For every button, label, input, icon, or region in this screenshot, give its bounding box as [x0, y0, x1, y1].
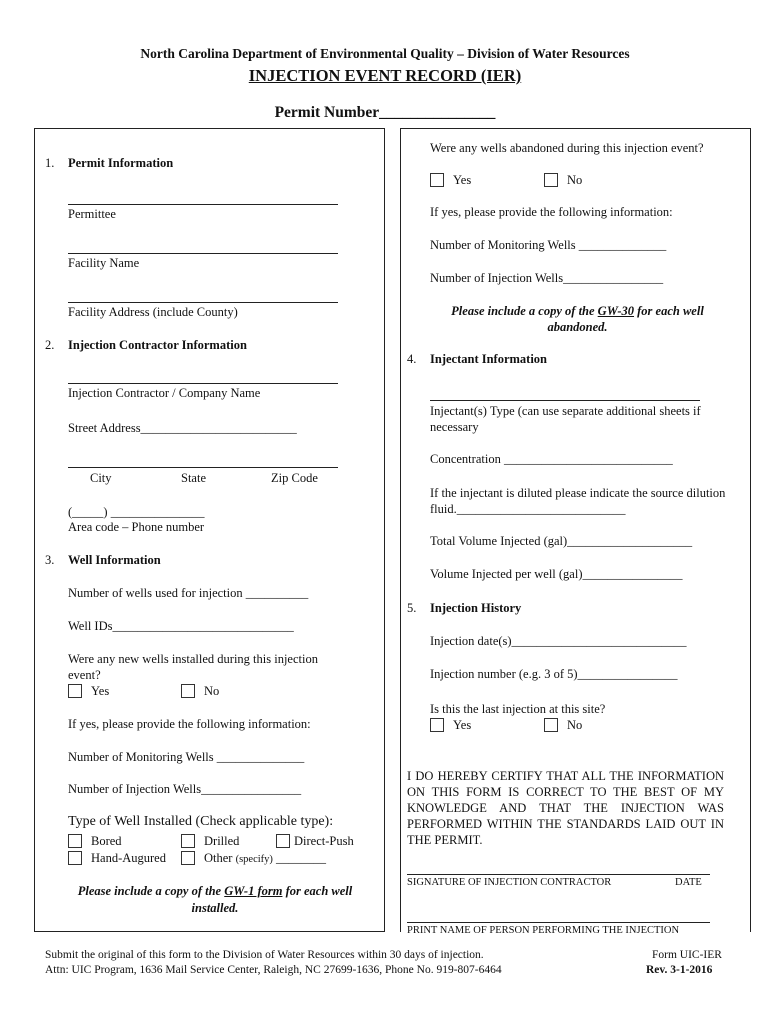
street-address-field[interactable]: Street Address_________________________: [68, 421, 297, 435]
concentration-field[interactable]: Concentration ___________________________: [430, 452, 673, 466]
last-injection-yes-checkbox[interactable]: [430, 718, 444, 732]
section-5-title: Injection History: [430, 601, 522, 615]
num-wells-field[interactable]: Number of wells used for injection __________: [68, 586, 309, 600]
new-wells-yes-checkbox[interactable]: [68, 684, 82, 698]
facility-address-label: Facility Address (include County): [68, 305, 238, 319]
new-wells-no-label: No: [204, 684, 220, 698]
gw30-note: [425, 303, 730, 335]
new-wells-no-checkbox[interactable]: [181, 684, 195, 698]
section-1-title: Permit Information: [68, 156, 174, 170]
print-name-line[interactable]: [407, 922, 710, 923]
specify-text: (specify): [235, 854, 273, 865]
injection-number-field[interactable]: Injection number (e.g. 3 of 5)________________: [430, 667, 678, 681]
gw30-note-pre: Please include a copy of the: [451, 304, 598, 318]
footer-submit-text: Submit the original of this form to the Division of Water Resources within 30 days of injection.: [45, 949, 484, 961]
gw1-note-pre: Please include a copy of the: [77, 884, 225, 898]
gw30-note-post: for each well abandoned.: [547, 304, 704, 334]
permittee-label: Permittee: [68, 207, 116, 221]
signature-line[interactable]: [407, 874, 710, 875]
last-injection-no-label: No: [567, 718, 583, 732]
bored-label: Bored: [91, 834, 122, 848]
certification-text: I DO HEREBY CERTIFY THAT ALL THE INFORMATION ON THIS FORM IS CORRECT TO THE BEST OF MY KNOWLEDGE AND THAT THE INJECTION WAS PERFORMED WITHIN THE STANDARDS LAID OUT IN THE PERMIT.: [407, 769, 724, 847]
abandoned-question: Were any wells abandoned during this injection event?: [430, 141, 704, 155]
facility-name-label: Facility Name: [68, 256, 140, 270]
form-title: INJECTION EVENT RECORD (IER): [248, 66, 522, 85]
other-specify-line[interactable]: ________: [276, 851, 327, 865]
city-state-zip-line[interactable]: [68, 467, 338, 468]
section-4-title: Injectant Information: [430, 352, 548, 366]
last-injection-question: Is this the last injection at this site?: [430, 702, 606, 716]
section-2-title: Injection Contractor Information: [68, 338, 247, 352]
drilled-label: Drilled: [204, 834, 240, 848]
gw1-note-post: for each well installed.: [191, 884, 353, 915]
hand-augured-label: Hand-Augured: [91, 851, 166, 865]
abandoned-yes-checkbox[interactable]: [430, 173, 444, 187]
injectant-type-label: Injectant(s) Type (can use separate additional sheets if necessary: [430, 404, 701, 434]
agency-heading: North Carolina Department of Environmental Quality – Division of Water Resources: [140, 46, 630, 61]
abandoned-monitoring-wells-field[interactable]: Number of Monitoring Wells ______________: [430, 238, 667, 252]
footer-form-id: Form UIC-IER: [652, 949, 722, 961]
bored-checkbox[interactable]: [68, 834, 82, 848]
other-label: [204, 851, 326, 866]
hand-augured-checkbox[interactable]: [68, 851, 82, 865]
new-wells-yes-label: Yes: [91, 684, 110, 698]
signature-label: SIGNATURE OF INJECTION CONTRACTOR: [407, 877, 612, 888]
zip-label: Zip Code: [271, 471, 318, 485]
dilution-field[interactable]: If the injectant is diluted please indicate the source dilution fluid.___________________________: [430, 486, 726, 516]
phone-field[interactable]: (_____) _______________: [68, 505, 205, 519]
abandoned-injection-wells-field[interactable]: Number of Injection Wells________________: [430, 271, 664, 285]
state-label: State: [181, 471, 206, 485]
new-wells-question: Were any new wells installed during this injection event?: [68, 652, 318, 682]
section-3-number: 3.: [45, 553, 55, 567]
company-label: Injection Contractor / Company Name: [68, 386, 261, 400]
direct-push-label: Direct-Push: [294, 834, 354, 848]
abandoned-no-checkbox[interactable]: [544, 173, 558, 187]
city-label: City: [90, 471, 112, 485]
section-4-number: 4.: [407, 352, 417, 366]
facility-name-line[interactable]: [68, 253, 338, 254]
well-ids-field[interactable]: Well IDs_____________________________: [68, 619, 294, 633]
footer-address-text: Attn: UIC Program, 1636 Mail Service Center, Raleigh, NC 27699-1636, Phone No. 919-807-6464: [45, 964, 502, 976]
abandoned-no-label: No: [567, 173, 583, 187]
injectant-type-line[interactable]: [430, 400, 700, 401]
gw1-form-link[interactable]: GW-1 form: [224, 884, 283, 898]
permit-number-field[interactable]: Permit Number_______________: [274, 104, 496, 121]
section-2-number: 2.: [45, 338, 55, 352]
drilled-checkbox[interactable]: [181, 834, 195, 848]
injection-dates-field[interactable]: Injection date(s)____________________________: [430, 634, 687, 648]
area-code-label: Area code – Phone number: [68, 520, 205, 534]
well-type-label: Type of Well Installed (Check applicable type):: [68, 814, 334, 829]
section-3-title: Well Information: [68, 553, 161, 567]
last-injection-yes-label: Yes: [453, 718, 472, 732]
abandoned-yes-label: Yes: [453, 173, 472, 187]
new-wells-if-yes: If yes, please provide the following information:: [68, 717, 311, 731]
facility-address-line[interactable]: [68, 302, 338, 303]
section-5-number: 5.: [407, 601, 417, 615]
gw30-form-link[interactable]: GW-30: [597, 304, 635, 318]
volume-per-well-field[interactable]: Volume Injected per well (gal)________________: [430, 567, 683, 581]
print-name-label: PRINT NAME OF PERSON PERFORMING THE INJECTION: [407, 925, 680, 936]
gw1-note: [60, 883, 370, 917]
other-text: Other: [204, 851, 233, 865]
direct-push-checkbox[interactable]: [276, 834, 290, 848]
new-monitoring-wells-field[interactable]: Number of Monitoring Wells ______________: [68, 750, 305, 764]
section-1-number: 1.: [45, 156, 55, 170]
abandoned-if-yes: If yes, please provide the following information:: [430, 205, 673, 219]
new-injection-wells-field[interactable]: Number of Injection Wells________________: [68, 782, 302, 796]
date-label: DATE: [675, 877, 702, 888]
other-checkbox[interactable]: [181, 851, 195, 865]
last-injection-no-checkbox[interactable]: [544, 718, 558, 732]
company-line[interactable]: [68, 383, 338, 384]
footer-revision: Rev. 3-1-2016: [646, 964, 713, 976]
permittee-line[interactable]: [68, 204, 338, 205]
total-volume-field[interactable]: Total Volume Injected (gal)____________________: [430, 534, 693, 548]
